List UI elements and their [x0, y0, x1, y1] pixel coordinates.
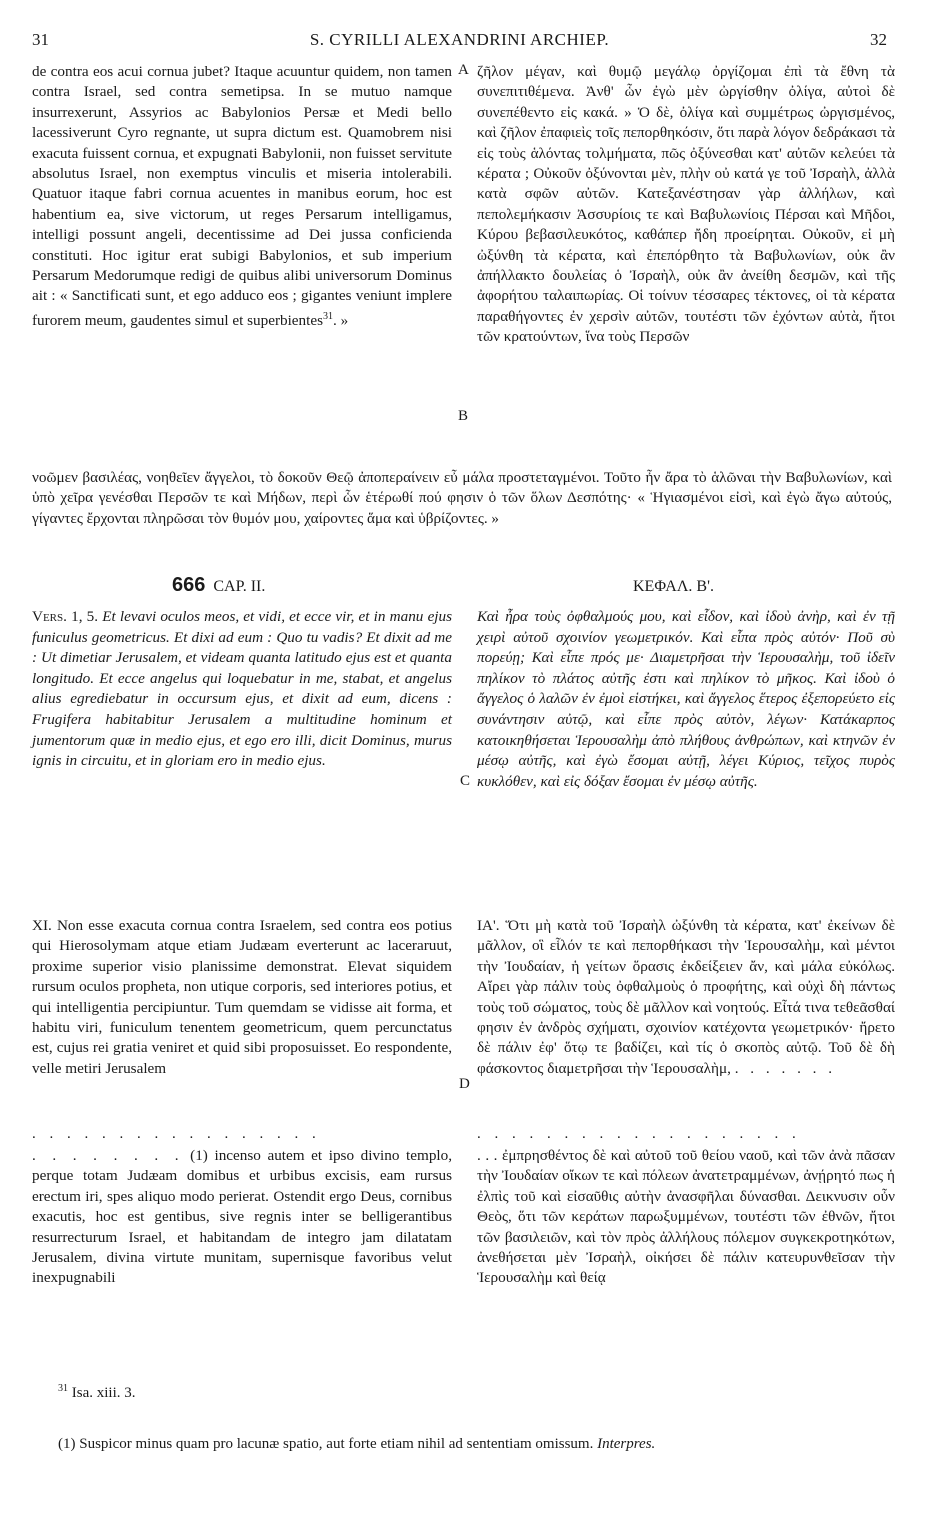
latin-commentary-part2: incenso autem et ipso divino templo, perque totam Judæam domibus et urbibus excisis, eam rursus erectum iri, spes aliquo modo perierat. Ostendit ergo Deus, cornibus exacutis, hoc est gentibus, sive regnis inter se belligerantibus resurrecturum Israel, et habitandam de integro jam dilatatam Jerusalem, divina virtute munitam, supernisque favoribus velut inexpugnabili [32, 1147, 453, 1287]
right-page-number: 32 [870, 30, 887, 49]
chapter-number: 666 [172, 574, 206, 596]
footnote-translator-number: (1) [58, 1436, 76, 1452]
latin-lacuna-dots-1: . . . . . . . . . . . . . . . . . [32, 1126, 321, 1142]
latin-verse-text: Et levavi oculos meos, et vidi, et ecce vir, et in manu ejus funiculus geometricus. Et dixi ad eum : Quo tu vadis? Et dixit ad me : Ut dimetiar Jerusalem, et videam quanta latitudo ejus est et quanta longitudo. Et ecce angelus qui loquebatur in me, stabat, et angelus alius egrediebatur in occursum ejus, et dixit ad eum, dicens : Frugifera habitabitur Jerusalem a multitudine hominum et jumentorum quæ in medio ejus, et ego ero illi, dicit Dominus, murus ignis in circuitu, et in gloriam ero in medio ejus. [32, 608, 453, 770]
latin-commentary-continued [32, 1146, 452, 1289]
greek-full-width-text [32, 468, 892, 529]
footnote-translator [58, 1436, 898, 1453]
chapter-label-greek: ΚΕΦΑΛ. Β'. [633, 578, 714, 595]
running-header [32, 30, 887, 54]
footnote-translator-text: Suspicor minus quam pro lacunæ spatio, aut forte etiam nihil ad sententiam omissum. [79, 1436, 594, 1452]
greek-text-top: ζῆλον μέγαν, καὶ θυμῷ μεγάλῳ ὀργίζομαι ἐπὶ τὰ ἔθνη τὰ συνεπιτιθέμενα. Ἀνθ' ὧν ἐγὼ μὲν ὠργίσθην ὀλίγα, αὐτοὶ δὲ συνεπέθεντο εἰς κακά. » Ὁ δὲ, ὀλίγα καὶ συμμέτρως ὠργισμένος, καὶ ζῆλον ἐπαφιεὶς τοῖς πεπορθηκόσιν, ὅτι παρὰ λόγον δεδράκασι τὰ εἰς τοὺς ἁλόντας τολμήματα, πῶς ὀξύνεσθαι κατ' αὐτῶν κελεύει τὰ κέρατα ; Οὐκοῦν ὀξύνονται μὲν, πλὴν οὐ κατά γε τοῦ Ἰσραὴλ, ἀλλὰ κατὰ σφῶν αὐτῶν. Κατεξανέστησαν γὰρ ἀλλήλων, καὶ πεπολεμήκασιν Ἀσσυρίοις τε καὶ Βαβυλωνίοις Πέρσαι καὶ Μῆδοι, Κύρου βεβασιλευκότος, καθάπερ ἤδη προείρηται. Οὐκοῦν, εἰ μὴ ὠξύνθη τὰ κέρατα, καὶ ἐπεπόρθητο τὰ Βαβυλωνίων, οὐκ ἂν ἀπήλλακτο δουλείας ὁ Ἰσραὴλ, οὐκ ἂν ἀνείθη δεσμῶν, καὶ τῆς ἀφορήτου ταλαιπωρίας. Οἱ τοίνυν τέσσαρες τέκτονες, οἱ τὰ κέρατα παραθήγοντες ἐν χερσὶν αὐτῶν, τουτέστι τῶν ἐχόντων αὐτὰ, ἤτοι τῶν κρατούντων, ἵνα τοὺς Περσῶν [477, 63, 895, 346]
latin-text-top-end: . » [333, 311, 349, 329]
chapter-heading-latin [172, 574, 265, 597]
greek-commentary-part1: ΙΑ'. Ὅτι μὴ κατὰ τοῦ Ἰσραὴλ ὠξύνθη τὰ κέρατα, κατ' ἐκείνων δὲ μᾶλλον, οἳ εἷλόν τε καὶ πεπορθήκασι τὴν Ἱερουσαλὴμ, καὶ μέντοι τὴν Ἰουδαίαν, ἡ γείτων ὅρασις ἐκδείξειεν ἄν, καὶ μάλα εὐκόλως. Αἴρει γὰρ πάλιν τοὺς ὀφθαλμοὺς ὁ προφήτης, καὶ οὐχὶ δὴ πάντως τοὺς τοῦ σώματος, τοὺς δὲ μᾶλλον καὶ νοητούς. Εἶτά τινα τεθεᾶσθαί φησιν ἐν ἀνδρὸς σχήματι, σχοινίον κατέχοντα γεωμετρικόν· ἤρετο δὲ πάλιν ἐφ' ὅτῳ τε βαδίζει, καὶ τίς ὁ σκοπὸς αὐτῷ. Τοῦ δὲ δὴ φάσκοντος διαμετρῆσαι τὴν Ἱερουσαλὴμ, [477, 917, 895, 1077]
footnote-translator-signature: Interpres. [597, 1436, 656, 1452]
latin-column-top [32, 62, 452, 331]
greek-full-text: νοῶμεν βασιλέας, νοηθεῖεν ἄγγελοι, τὸ δοκοῦν Θεῷ ἀποπεραίνειν εὖ μάλα προστεταγμένοι. Τοῦτο ἦν ἄρα τὸ ἁλῶναι τὴν Βαβυλωνίων, καὶ ὑπὸ χεῖρα γενέσθαι Περσῶν τε καὶ Μήδων, περὶ ὧν ἑτέρωθί πού φησιν ὁ τῶν ὅλων Δεσπότης· « Ἡγιασμένοι εἰσὶ, καὶ ἐγὼ ἄγω αὐτούς, γίγαντες ἔρχονται πληρῶσαι τὸν θυμόν μου, χαίροντες ἅμα καὶ ὑβρίζοντες. » [32, 469, 892, 527]
greek-lacuna-dots-1: . . . . . . . . . . . . . . . . . . . [477, 1126, 801, 1142]
greek-column-top [477, 62, 895, 348]
margin-marker-b: B [458, 408, 469, 424]
greek-verses [477, 607, 895, 792]
greek-commentary [477, 916, 895, 1079]
latin-text-top: de contra eos acui cornua jubet? Itaque acuuntur quidem, non tamen contra Israel, sed contra semetipsa. In se mutuo namque insurrexerunt, Assyrios ac Babylonios Persæ et Medi bello lacessiverunt Cyro regnante, ut supra dictum est. Quamobrem nisi exacuta fuissent cornua, et expugnati Babylonii, non fuisset servitute absolutus Israel, non exemptus vinculis et miseria intolerabili. Quatuor itaque fabri cornua acuentes in manibus eorum, hoc est habentium ea, sive victorum, ut reges Persarum intelligamus, intelligi possunt angeli, decentissime ad Dei jussa conficienda constituti. Hoc igitur erat subigi Babylonios, et sub imperium Persarum Medorumque redigi de quibus alibi universorum Dominus ait : « Sanctificati sunt, et ego adduco eos ; gigantes veniunt implere furorem meum, gaudentes simul et superbientes [32, 63, 452, 329]
footnote-scripture [58, 1383, 136, 1402]
margin-marker-a: A [458, 62, 469, 78]
latin-lacuna-dots-2: . . . . . . . . [32, 1147, 184, 1164]
greek-commentary-part2: . . . ἐμπρησθέντος δὲ καὶ αὐτοῦ τοῦ θείου ναοῦ, καὶ τῶν ἀνὰ πᾶσαν τὴν Ἰουδαίαν οἴκων τε καὶ πόλεων ἀνατετραμμένων, ἀνῄρητό πως ἡ ἐλπὶς τοῦ καὶ εἰσαῦθις αὐτὴν ἀνασφῆλαι δύνασθαι. Δεικνυσιν οὖν Θεὸς, ὅτι τῶν κεράτων παρωξυμμένων, τουτέστι τῶν ἐθνῶν, ἤτοι τῶν βασιλειῶν, καὶ τὸν πρὸς ἀλλήλους πόλεμον συγκεκροτηκότων, ἀνεθήσεται μὲν Ἰσραὴλ, οἰκήσει δὲ πάλιν κατευρυνθεῖσαν τὴν Ἱερουσαλὴμ καὶ θείᾳ [477, 1147, 895, 1287]
latin-verses [32, 607, 452, 772]
greek-commentary-continued [477, 1146, 895, 1289]
page-title: S. CYRILLI ALEXANDRINI ARCHIEP. [309, 30, 610, 49]
latin-commentary [32, 916, 452, 1079]
footnote-ref-31: 31 [323, 310, 334, 322]
footnote-scripture-number: 31 [58, 1383, 68, 1394]
latin-commentary-part1: XI. Non esse exacuta cornua contra Israelem, sed contra eos potius qui Hierosolymam atque etiam Judæam everterunt ac laceraruut, proxime superior visio planissime demonstrat. Elevat siquidem rursum oculos propheta, non utique corporis, sed interiores potius, et qui intelligentia percipiuntur. Tum quemdam se vidisse ait forma, et habitu viri, funiculum tenentem geometricum, quem percunctatus est, cujus rei gratia veniret et quid sibi proposuisset. Eo respondente, velle metiri Jerusalem [32, 917, 452, 1077]
chapter-label-latin: CAP. II. [213, 578, 266, 595]
verse-prefix: Vers. [32, 608, 67, 625]
verse-reference: 1, 5. [71, 608, 99, 625]
margin-marker-c: C [460, 773, 471, 789]
chapter-heading-greek [633, 578, 714, 596]
greek-lacuna-dots-inline: . . . . . . . [734, 1059, 837, 1077]
latin-note-ref: (1) [190, 1147, 208, 1164]
left-page-number: 31 [32, 30, 49, 49]
footnote-scripture-text: Isa. xiii. 3. [71, 1385, 136, 1401]
greek-verse-text: Καὶ ἦρα τοὺς ὀφθαλμούς μου, καὶ εἶδον, καὶ ἰδοὺ ἀνὴρ, καὶ ἐν τῇ χειρὶ αὐτοῦ σχοινίον γεωμετρικόν. Καὶ εἶπα πρὸς αὐτόν· Ποῦ σὺ πορεύῃ; Καὶ εἶπε πρός με· Διαμετρῆσαι τὴν Ἱερουσαλὴμ, τοῦ ἰδεῖν πηλίκον τὸ πλάτος αὐτῆς ἐστι καὶ πηλίκον τὸ μῆκος. Καὶ ἰδοὺ ὁ ἄγγελος ὁ λαλῶν ἐν ἐμοὶ εἱστήκει, καὶ ἄγγελος ἕτερος ἐξεπορεύετο εἰς συνάντησιν αὐτῷ, καὶ εἶπε πρὸς αὐτὸν, λέγων· Κατάκαρπος κατοικηθήσεται Ἱερουσαλὴμ ἀπὸ πλήθους ἀνθρώπων, καὶ κτηνῶν ἐν μέσῳ αὐτῆς, καὶ ἐγὼ ἔσομαι αὐτῇ, λέγει Κύριος, τεῖχος πυρὸς κυκλόθεν, καὶ εἰς δόξαν ἔσομαι ἐν μέσῳ αὐτῆς. [477, 608, 895, 790]
margin-marker-d: D [459, 1076, 470, 1092]
